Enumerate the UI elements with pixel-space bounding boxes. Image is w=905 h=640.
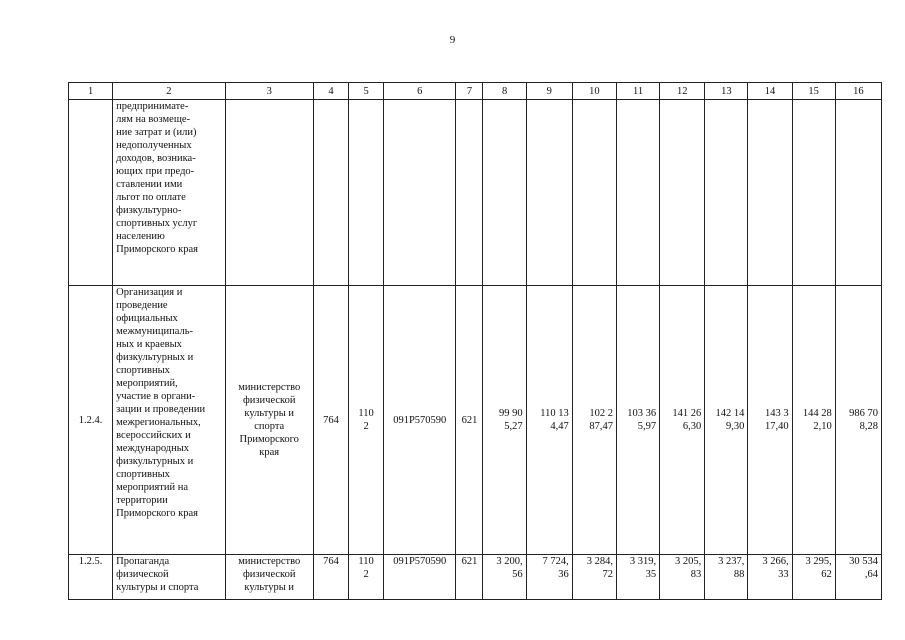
code-6-cell: 091P570590: [384, 286, 456, 555]
code-4-cell: 764: [313, 286, 348, 555]
value-cell: 99 90 5,27: [483, 286, 526, 555]
header-cell: 13: [705, 83, 748, 100]
value-cell: 3 284, 72: [572, 555, 616, 600]
code-7-cell: [456, 100, 483, 286]
value-cell: 102 2 87,47: [572, 286, 616, 555]
code-5-cell: 110 2: [349, 286, 384, 555]
code-4-cell: [313, 100, 348, 286]
value-cell: 3 319, 35: [616, 555, 659, 600]
code-5-cell: [349, 100, 384, 286]
value-cell: 3 266, 33: [748, 555, 792, 600]
value-cell: 30 534 ,64: [835, 555, 881, 600]
row-number-cell: 1.2.4.: [69, 286, 113, 555]
page-number: 9: [449, 34, 456, 46]
header-cell: 12: [660, 83, 705, 100]
value-cell: 103 36 5,97: [616, 286, 659, 555]
activity-name-cell: предпринимате- лям на возмеще- ние затрат и (или) недополученных доходов, возника- ющих при предо- ставлении ими льгот по оплате физкультурно- спортивных услуг населению Приморского края: [113, 100, 225, 286]
value-cell: 3 200, 56: [483, 555, 526, 600]
header-cell: 3: [225, 83, 313, 100]
row-number-cell: 1.2.5.: [69, 555, 113, 600]
code-6-cell: 091P570590: [384, 555, 456, 600]
code-7-cell: 621: [456, 286, 483, 555]
value-cell: 141 26 6,30: [660, 286, 705, 555]
header-cell: 4: [313, 83, 348, 100]
header-cell: 2: [113, 83, 225, 100]
header-cell: 10: [572, 83, 616, 100]
header-row: [69, 83, 882, 100]
row-number-cell: [69, 100, 113, 286]
header-cell: 8: [483, 83, 526, 100]
value-cell: 143 3 17,40: [748, 286, 792, 555]
value-cell: 3 295, 62: [792, 555, 835, 600]
table-row: [69, 100, 882, 286]
table-row: [69, 555, 882, 600]
value-cell: [483, 100, 526, 286]
executor-cell: министерство физической культуры и: [225, 555, 313, 600]
value-cell: 110 13 4,47: [526, 286, 572, 555]
value-cell: 144 28 2,10: [792, 286, 835, 555]
value-cell: 3 205, 83: [660, 555, 705, 600]
executor-cell: [225, 100, 313, 286]
value-cell: [835, 100, 881, 286]
value-cell: [526, 100, 572, 286]
value-cell: [705, 100, 748, 286]
value-cell: 142 14 9,30: [705, 286, 748, 555]
header-cell: 1: [69, 83, 113, 100]
value-cell: 3 237, 88: [705, 555, 748, 600]
budget-table: [68, 82, 882, 600]
header-cell: 9: [526, 83, 572, 100]
code-6-cell: [384, 100, 456, 286]
code-4-cell: 764: [313, 555, 348, 600]
value-cell: 986 70 8,28: [835, 286, 881, 555]
value-cell: [616, 100, 659, 286]
value-cell: 7 724, 36: [526, 555, 572, 600]
header-cell: 14: [748, 83, 792, 100]
header-cell: 16: [835, 83, 881, 100]
value-cell: [572, 100, 616, 286]
header-cell: 15: [792, 83, 835, 100]
header-cell: 5: [349, 83, 384, 100]
activity-name-cell: Пропаганда физической культуры и спорта: [113, 555, 225, 600]
header-cell: 11: [616, 83, 659, 100]
activity-name-cell: Организация и проведение официальных межмуниципаль- ных и краевых физкультурных и спортивных мероприятий, участие в органи- зации и проведении межрегиональных, всероссийских и международных физкультурных и спортивных мероприятий на территории Приморского края: [113, 286, 225, 555]
executor-cell: министерство физической культуры и спорта Приморского края: [225, 286, 313, 555]
value-cell: [748, 100, 792, 286]
header-cell: 6: [384, 83, 456, 100]
value-cell: [660, 100, 705, 286]
code-5-cell: 110 2: [349, 555, 384, 600]
value-cell: [792, 100, 835, 286]
code-7-cell: 621: [456, 555, 483, 600]
table-row: [69, 286, 882, 555]
header-cell: 7: [456, 83, 483, 100]
